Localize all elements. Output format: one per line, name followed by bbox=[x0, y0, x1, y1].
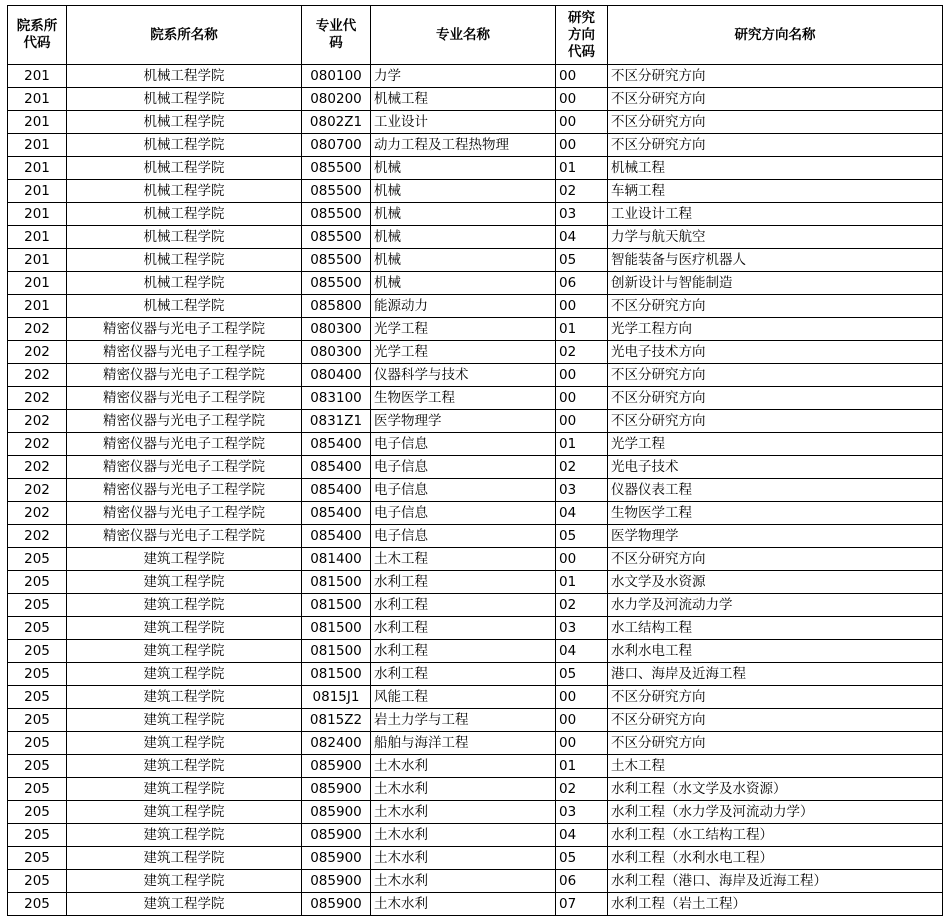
dept-name-cell: 建筑工程学院 bbox=[67, 640, 302, 663]
major-name-cell: 电子信息 bbox=[371, 525, 556, 548]
major-code-cell: 085900 bbox=[302, 755, 371, 778]
direction-code-cell: 04 bbox=[556, 502, 608, 525]
direction-name-cell: 不区分研究方向 bbox=[608, 364, 943, 387]
direction-name-cell: 工业设计工程 bbox=[608, 203, 943, 226]
dept-code-cell: 205 bbox=[8, 893, 67, 916]
major-code-cell: 081500 bbox=[302, 663, 371, 686]
major-name-cell: 船舶与海洋工程 bbox=[371, 732, 556, 755]
header-text: 专业名称 bbox=[436, 26, 490, 43]
major-code-cell: 085500 bbox=[302, 226, 371, 249]
major-name-cell: 水利工程 bbox=[371, 617, 556, 640]
major-name-cell: 力学 bbox=[371, 65, 556, 88]
major-code-cell: 085900 bbox=[302, 824, 371, 847]
table-row bbox=[8, 732, 943, 755]
dept-name-cell: 精密仪器与光电子工程学院 bbox=[67, 525, 302, 548]
dept-name-cell: 建筑工程学院 bbox=[67, 548, 302, 571]
table-row bbox=[8, 295, 943, 318]
header-dept-code bbox=[8, 6, 67, 65]
major-code-cell: 0815J1 bbox=[302, 686, 371, 709]
direction-name-cell: 水利水电工程 bbox=[608, 640, 943, 663]
dept-code-cell: 201 bbox=[8, 157, 67, 180]
header-text: 方向 bbox=[568, 26, 595, 43]
major-code-cell: 080300 bbox=[302, 341, 371, 364]
direction-name-cell: 不区分研究方向 bbox=[608, 387, 943, 410]
major-name-cell: 土木水利 bbox=[371, 893, 556, 916]
direction-code-cell: 00 bbox=[556, 134, 608, 157]
direction-code-cell: 02 bbox=[556, 341, 608, 364]
major-code-cell: 081500 bbox=[302, 571, 371, 594]
dept-name-cell: 精密仪器与光电子工程学院 bbox=[67, 318, 302, 341]
direction-code-cell: 01 bbox=[556, 755, 608, 778]
direction-name-cell: 水力学及河流动力学 bbox=[608, 594, 943, 617]
major-code-cell: 080200 bbox=[302, 88, 371, 111]
major-code-cell: 085900 bbox=[302, 801, 371, 824]
major-name-cell: 机械 bbox=[371, 249, 556, 272]
table-row bbox=[8, 88, 943, 111]
dept-code-cell: 202 bbox=[8, 410, 67, 433]
major-name-cell: 土木工程 bbox=[371, 548, 556, 571]
table-row bbox=[8, 456, 943, 479]
major-name-cell: 土木水利 bbox=[371, 870, 556, 893]
major-name-cell: 水利工程 bbox=[371, 640, 556, 663]
major-code-cell: 085900 bbox=[302, 847, 371, 870]
direction-name-cell: 机械工程 bbox=[608, 157, 943, 180]
dept-name-cell: 精密仪器与光电子工程学院 bbox=[67, 502, 302, 525]
major-code-cell: 0815Z2 bbox=[302, 709, 371, 732]
table-row bbox=[8, 755, 943, 778]
dept-name-cell: 机械工程学院 bbox=[67, 65, 302, 88]
table-row bbox=[8, 364, 943, 387]
table-row bbox=[8, 433, 943, 456]
table-row bbox=[8, 387, 943, 410]
dept-code-cell: 205 bbox=[8, 755, 67, 778]
major-name-cell: 机械 bbox=[371, 272, 556, 295]
dept-code-cell: 202 bbox=[8, 318, 67, 341]
table-row bbox=[8, 893, 943, 916]
header-major-name bbox=[371, 6, 556, 65]
major-code-cell: 080100 bbox=[302, 65, 371, 88]
direction-name-cell: 创新设计与智能制造 bbox=[608, 272, 943, 295]
dept-code-cell: 202 bbox=[8, 387, 67, 410]
table-row bbox=[8, 686, 943, 709]
major-name-cell: 光学工程 bbox=[371, 341, 556, 364]
table-row bbox=[8, 548, 943, 571]
major-name-cell: 土木水利 bbox=[371, 778, 556, 801]
dept-name-cell: 机械工程学院 bbox=[67, 249, 302, 272]
major-name-cell: 机械工程 bbox=[371, 88, 556, 111]
direction-name-cell: 水文学及水资源 bbox=[608, 571, 943, 594]
direction-code-cell: 05 bbox=[556, 663, 608, 686]
direction-code-cell: 00 bbox=[556, 732, 608, 755]
dept-name-cell: 建筑工程学院 bbox=[67, 824, 302, 847]
direction-code-cell: 00 bbox=[556, 111, 608, 134]
dept-name-cell: 机械工程学院 bbox=[67, 157, 302, 180]
direction-code-cell: 00 bbox=[556, 295, 608, 318]
direction-name-cell: 不区分研究方向 bbox=[608, 111, 943, 134]
major-code-cell: 085900 bbox=[302, 870, 371, 893]
major-name-cell: 电子信息 bbox=[371, 479, 556, 502]
major-name-cell: 生物医学工程 bbox=[371, 387, 556, 410]
major-name-cell: 土木水利 bbox=[371, 801, 556, 824]
direction-name-cell: 港口、海岸及近海工程 bbox=[608, 663, 943, 686]
direction-code-cell: 00 bbox=[556, 88, 608, 111]
table-row bbox=[8, 594, 943, 617]
major-code-cell: 0831Z1 bbox=[302, 410, 371, 433]
direction-name-cell: 不区分研究方向 bbox=[608, 65, 943, 88]
dept-code-cell: 202 bbox=[8, 341, 67, 364]
header-dept-name bbox=[67, 6, 302, 65]
header-major-code bbox=[302, 6, 371, 65]
direction-code-cell: 07 bbox=[556, 893, 608, 916]
dept-name-cell: 精密仪器与光电子工程学院 bbox=[67, 410, 302, 433]
direction-name-cell: 光学工程 bbox=[608, 433, 943, 456]
major-code-cell: 080400 bbox=[302, 364, 371, 387]
dept-code-cell: 201 bbox=[8, 249, 67, 272]
dept-name-cell: 机械工程学院 bbox=[67, 226, 302, 249]
direction-code-cell: 05 bbox=[556, 847, 608, 870]
direction-code-cell: 03 bbox=[556, 801, 608, 824]
major-code-cell: 085400 bbox=[302, 456, 371, 479]
direction-name-cell: 不区分研究方向 bbox=[608, 732, 943, 755]
major-code-cell: 085400 bbox=[302, 433, 371, 456]
dept-name-cell: 建筑工程学院 bbox=[67, 755, 302, 778]
dept-name-cell: 精密仪器与光电子工程学院 bbox=[67, 387, 302, 410]
direction-code-cell: 00 bbox=[556, 686, 608, 709]
direction-code-cell: 05 bbox=[556, 525, 608, 548]
dept-name-cell: 建筑工程学院 bbox=[67, 801, 302, 824]
dept-code-cell: 201 bbox=[8, 180, 67, 203]
header-row bbox=[8, 6, 943, 65]
dept-code-cell: 205 bbox=[8, 571, 67, 594]
major-name-cell: 电子信息 bbox=[371, 502, 556, 525]
program-table bbox=[7, 5, 943, 916]
major-name-cell: 机械 bbox=[371, 157, 556, 180]
table-row bbox=[8, 111, 943, 134]
table-row bbox=[8, 272, 943, 295]
major-name-cell: 土木水利 bbox=[371, 755, 556, 778]
dept-code-cell: 202 bbox=[8, 525, 67, 548]
table-row bbox=[8, 410, 943, 433]
dept-name-cell: 精密仪器与光电子工程学院 bbox=[67, 364, 302, 387]
direction-code-cell: 03 bbox=[556, 617, 608, 640]
major-name-cell: 土木水利 bbox=[371, 824, 556, 847]
direction-name-cell: 不区分研究方向 bbox=[608, 295, 943, 318]
table-row bbox=[8, 318, 943, 341]
direction-code-cell: 04 bbox=[556, 824, 608, 847]
dept-code-cell: 202 bbox=[8, 364, 67, 387]
direction-name-cell: 不区分研究方向 bbox=[608, 88, 943, 111]
direction-code-cell: 01 bbox=[556, 318, 608, 341]
dept-code-cell: 205 bbox=[8, 824, 67, 847]
major-code-cell: 0802Z1 bbox=[302, 111, 371, 134]
major-code-cell: 085500 bbox=[302, 249, 371, 272]
table-row bbox=[8, 640, 943, 663]
direction-code-cell: 05 bbox=[556, 249, 608, 272]
dept-name-cell: 建筑工程学院 bbox=[67, 732, 302, 755]
direction-code-cell: 04 bbox=[556, 226, 608, 249]
direction-name-cell: 水利工程（水力学及河流动力学） bbox=[608, 801, 943, 824]
direction-code-cell: 02 bbox=[556, 180, 608, 203]
direction-code-cell: 00 bbox=[556, 65, 608, 88]
dept-name-cell: 机械工程学院 bbox=[67, 272, 302, 295]
table-row bbox=[8, 847, 943, 870]
dept-name-cell: 建筑工程学院 bbox=[67, 686, 302, 709]
header-text: 院系所名称 bbox=[150, 26, 218, 43]
major-name-cell: 仪器科学与技术 bbox=[371, 364, 556, 387]
dept-code-cell: 205 bbox=[8, 847, 67, 870]
major-code-cell: 085400 bbox=[302, 502, 371, 525]
table-row bbox=[8, 479, 943, 502]
direction-name-cell: 水工结构工程 bbox=[608, 617, 943, 640]
table-row bbox=[8, 341, 943, 364]
major-name-cell: 水利工程 bbox=[371, 571, 556, 594]
dept-name-cell: 建筑工程学院 bbox=[67, 893, 302, 916]
major-name-cell: 能源动力 bbox=[371, 295, 556, 318]
direction-name-cell: 水利工程（港口、海岸及近海工程） bbox=[608, 870, 943, 893]
dept-code-cell: 201 bbox=[8, 134, 67, 157]
dept-code-cell: 205 bbox=[8, 640, 67, 663]
direction-code-cell: 00 bbox=[556, 410, 608, 433]
dept-code-cell: 201 bbox=[8, 272, 67, 295]
direction-name-cell: 水利工程（水工结构工程） bbox=[608, 824, 943, 847]
major-code-cell: 085900 bbox=[302, 893, 371, 916]
table-row bbox=[8, 65, 943, 88]
direction-name-cell: 力学与航天航空 bbox=[608, 226, 943, 249]
direction-code-cell: 06 bbox=[556, 870, 608, 893]
direction-code-cell: 03 bbox=[556, 203, 608, 226]
dept-name-cell: 精密仪器与光电子工程学院 bbox=[67, 341, 302, 364]
table-row bbox=[8, 617, 943, 640]
major-code-cell: 085400 bbox=[302, 525, 371, 548]
dept-name-cell: 机械工程学院 bbox=[67, 180, 302, 203]
major-code-cell: 080700 bbox=[302, 134, 371, 157]
direction-name-cell: 不区分研究方向 bbox=[608, 709, 943, 732]
dept-code-cell: 205 bbox=[8, 594, 67, 617]
major-name-cell: 水利工程 bbox=[371, 663, 556, 686]
major-name-cell: 岩土力学与工程 bbox=[371, 709, 556, 732]
major-name-cell: 风能工程 bbox=[371, 686, 556, 709]
direction-name-cell: 水利工程（水利水电工程） bbox=[608, 847, 943, 870]
major-name-cell: 机械 bbox=[371, 180, 556, 203]
direction-code-cell: 02 bbox=[556, 594, 608, 617]
header-text: 研究 bbox=[568, 9, 595, 26]
dept-name-cell: 机械工程学院 bbox=[67, 134, 302, 157]
direction-name-cell: 不区分研究方向 bbox=[608, 410, 943, 433]
major-code-cell: 085900 bbox=[302, 778, 371, 801]
dept-name-cell: 建筑工程学院 bbox=[67, 847, 302, 870]
direction-name-cell: 光电子技术方向 bbox=[608, 341, 943, 364]
table-row bbox=[8, 709, 943, 732]
direction-code-cell: 03 bbox=[556, 479, 608, 502]
major-code-cell: 085500 bbox=[302, 157, 371, 180]
direction-name-cell: 不区分研究方向 bbox=[608, 686, 943, 709]
major-code-cell: 081400 bbox=[302, 548, 371, 571]
header-text: 研究方向名称 bbox=[734, 26, 816, 43]
major-name-cell: 土木水利 bbox=[371, 847, 556, 870]
table-row bbox=[8, 778, 943, 801]
major-code-cell: 085800 bbox=[302, 295, 371, 318]
major-code-cell: 081500 bbox=[302, 594, 371, 617]
dept-code-cell: 205 bbox=[8, 778, 67, 801]
header-text: 码 bbox=[329, 35, 343, 51]
direction-name-cell: 土木工程 bbox=[608, 755, 943, 778]
header-text: 代码 bbox=[568, 43, 595, 60]
dept-code-cell: 205 bbox=[8, 663, 67, 686]
major-code-cell: 080300 bbox=[302, 318, 371, 341]
major-code-cell: 085400 bbox=[302, 479, 371, 502]
major-name-cell: 水利工程 bbox=[371, 594, 556, 617]
major-code-cell: 085500 bbox=[302, 180, 371, 203]
dept-name-cell: 精密仪器与光电子工程学院 bbox=[67, 479, 302, 502]
table-row bbox=[8, 801, 943, 824]
dept-code-cell: 201 bbox=[8, 203, 67, 226]
major-name-cell: 电子信息 bbox=[371, 433, 556, 456]
dept-name-cell: 机械工程学院 bbox=[67, 295, 302, 318]
header-text: 院系所 bbox=[16, 18, 58, 34]
dept-name-cell: 建筑工程学院 bbox=[67, 571, 302, 594]
header-text: 专业代 bbox=[315, 18, 357, 34]
table-row bbox=[8, 203, 943, 226]
header-direction-code bbox=[556, 6, 608, 65]
direction-name-cell: 车辆工程 bbox=[608, 180, 943, 203]
major-name-cell: 机械 bbox=[371, 226, 556, 249]
header-direction-name bbox=[608, 6, 943, 65]
direction-name-cell: 智能装备与医疗机器人 bbox=[608, 249, 943, 272]
dept-name-cell: 建筑工程学院 bbox=[67, 778, 302, 801]
direction-name-cell: 不区分研究方向 bbox=[608, 134, 943, 157]
table-row bbox=[8, 870, 943, 893]
table-row bbox=[8, 157, 943, 180]
direction-code-cell: 00 bbox=[556, 387, 608, 410]
major-name-cell: 医学物理学 bbox=[371, 410, 556, 433]
major-code-cell: 081500 bbox=[302, 617, 371, 640]
dept-code-cell: 205 bbox=[8, 709, 67, 732]
table-row bbox=[8, 502, 943, 525]
dept-name-cell: 机械工程学院 bbox=[67, 88, 302, 111]
dept-code-cell: 202 bbox=[8, 479, 67, 502]
major-code-cell: 082400 bbox=[302, 732, 371, 755]
direction-name-cell: 不区分研究方向 bbox=[608, 548, 943, 571]
table-row bbox=[8, 226, 943, 249]
dept-code-cell: 202 bbox=[8, 502, 67, 525]
direction-name-cell: 光学工程方向 bbox=[608, 318, 943, 341]
major-code-cell: 085500 bbox=[302, 272, 371, 295]
header-text: 代码 bbox=[23, 35, 51, 51]
table-row bbox=[8, 663, 943, 686]
major-name-cell: 电子信息 bbox=[371, 456, 556, 479]
dept-code-cell: 205 bbox=[8, 801, 67, 824]
dept-name-cell: 精密仪器与光电子工程学院 bbox=[67, 433, 302, 456]
major-name-cell: 动力工程及工程热物理 bbox=[371, 134, 556, 157]
dept-name-cell: 机械工程学院 bbox=[67, 111, 302, 134]
table-body bbox=[8, 65, 943, 916]
dept-code-cell: 201 bbox=[8, 65, 67, 88]
dept-code-cell: 205 bbox=[8, 732, 67, 755]
dept-code-cell: 201 bbox=[8, 111, 67, 134]
dept-name-cell: 建筑工程学院 bbox=[67, 594, 302, 617]
direction-code-cell: 00 bbox=[556, 709, 608, 732]
dept-code-cell: 201 bbox=[8, 88, 67, 111]
dept-code-cell: 205 bbox=[8, 548, 67, 571]
dept-name-cell: 建筑工程学院 bbox=[67, 870, 302, 893]
direction-name-cell: 水利工程（岩土工程） bbox=[608, 893, 943, 916]
direction-code-cell: 01 bbox=[556, 571, 608, 594]
dept-name-cell: 建筑工程学院 bbox=[67, 617, 302, 640]
major-name-cell: 工业设计 bbox=[371, 111, 556, 134]
direction-code-cell: 04 bbox=[556, 640, 608, 663]
dept-code-cell: 205 bbox=[8, 870, 67, 893]
direction-code-cell: 02 bbox=[556, 456, 608, 479]
direction-code-cell: 01 bbox=[556, 433, 608, 456]
direction-code-cell: 01 bbox=[556, 157, 608, 180]
direction-name-cell: 医学物理学 bbox=[608, 525, 943, 548]
direction-code-cell: 00 bbox=[556, 364, 608, 387]
table-row bbox=[8, 525, 943, 548]
major-name-cell: 机械 bbox=[371, 203, 556, 226]
direction-code-cell: 00 bbox=[556, 548, 608, 571]
direction-name-cell: 生物医学工程 bbox=[608, 502, 943, 525]
direction-code-cell: 02 bbox=[556, 778, 608, 801]
dept-name-cell: 建筑工程学院 bbox=[67, 663, 302, 686]
major-code-cell: 085500 bbox=[302, 203, 371, 226]
major-code-cell: 083100 bbox=[302, 387, 371, 410]
major-code-cell: 081500 bbox=[302, 640, 371, 663]
dept-name-cell: 精密仪器与光电子工程学院 bbox=[67, 456, 302, 479]
table-row bbox=[8, 180, 943, 203]
dept-code-cell: 205 bbox=[8, 617, 67, 640]
major-name-cell: 光学工程 bbox=[371, 318, 556, 341]
direction-name-cell: 仪器仪表工程 bbox=[608, 479, 943, 502]
direction-code-cell: 06 bbox=[556, 272, 608, 295]
dept-code-cell: 201 bbox=[8, 226, 67, 249]
table-row bbox=[8, 249, 943, 272]
table-row bbox=[8, 824, 943, 847]
direction-name-cell: 光电子技术 bbox=[608, 456, 943, 479]
dept-code-cell: 201 bbox=[8, 295, 67, 318]
dept-code-cell: 202 bbox=[8, 456, 67, 479]
direction-name-cell: 水利工程（水文学及水资源） bbox=[608, 778, 943, 801]
table-row bbox=[8, 134, 943, 157]
dept-code-cell: 205 bbox=[8, 686, 67, 709]
table-row bbox=[8, 571, 943, 594]
dept-code-cell: 202 bbox=[8, 433, 67, 456]
dept-name-cell: 机械工程学院 bbox=[67, 203, 302, 226]
dept-name-cell: 建筑工程学院 bbox=[67, 709, 302, 732]
